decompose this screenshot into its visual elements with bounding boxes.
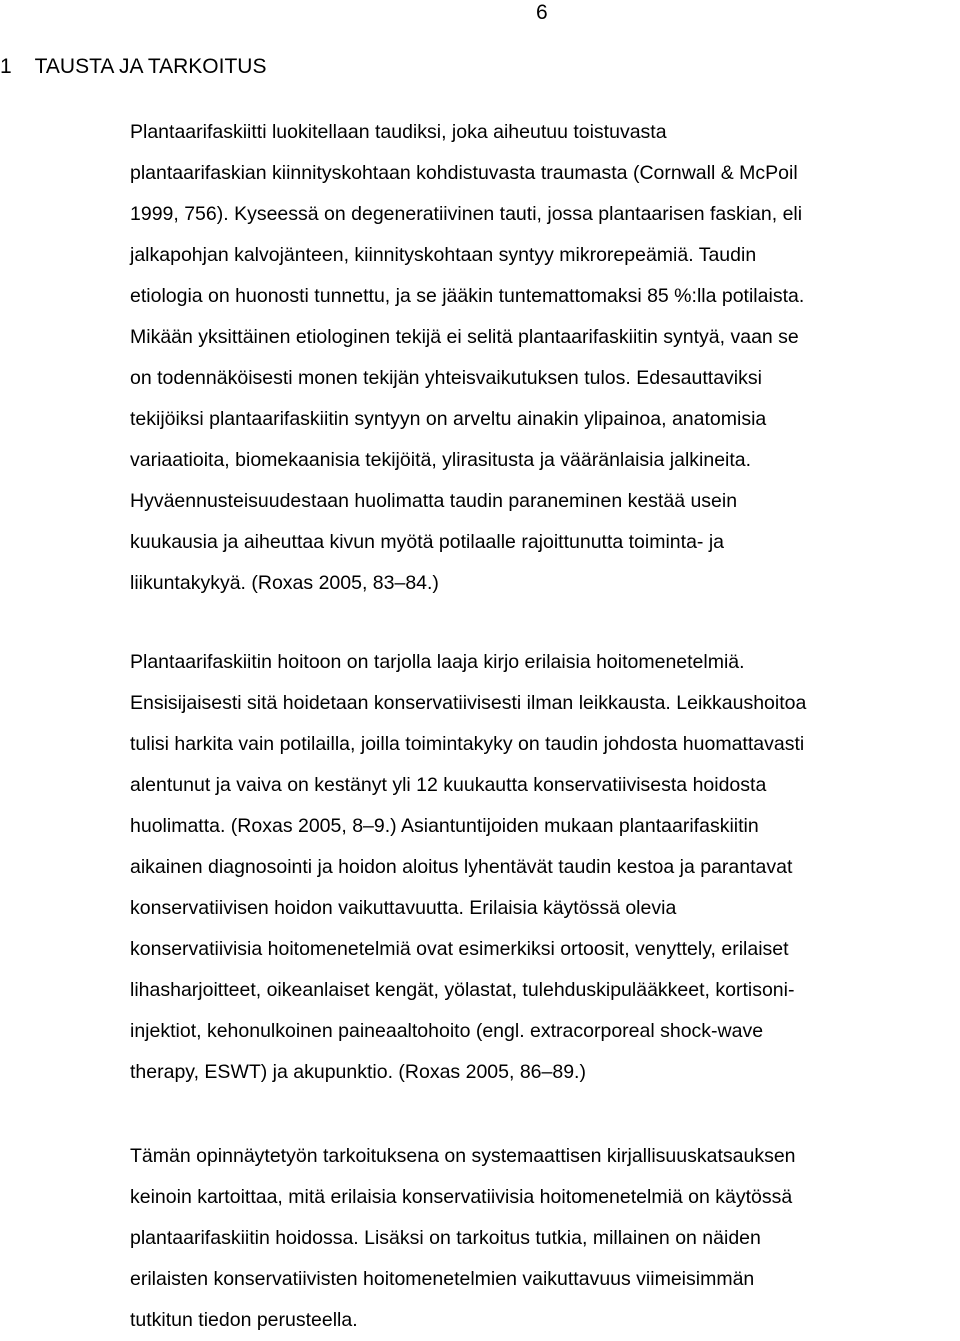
paragraph-line: konservatiivisen hoidon vaikuttavuutta. Erilaisia käytössä olevia	[130, 897, 677, 919]
page-number: 6	[536, 1, 548, 24]
paragraph-line: erilaisten konservatiivisten hoitomenetelmien vaikuttavuus viimeisimmän	[130, 1268, 755, 1290]
paragraph-line: plantaarifaskiitin hoidossa. Lisäksi on tarkoitus tutkia, millainen on näiden	[130, 1227, 761, 1249]
paragraph-line: alentunut ja vaiva on kestänyt yli 12 kuukautta konservatiivisesta hoidosta	[130, 774, 767, 796]
paragraph-line: aikainen diagnosointi ja hoidon aloitus lyhentävät taudin kestoa ja parantavat	[130, 856, 793, 878]
paragraph-treatment	[130, 642, 806, 1093]
paragraph-line: tulisi harkita vain potilailla, joilla toimintakyky on taudin johdosta huomattavasti	[130, 733, 805, 755]
paragraph-line: Plantaarifaskiitin hoitoon on tarjolla laaja kirjo erilaisia hoitomenetelmiä.	[130, 651, 745, 673]
paragraph-line: Mikään yksittäinen etiologinen tekijä ei selitä plantaarifaskiitin syntyä, vaan se	[130, 326, 799, 348]
paragraph-purpose	[130, 1136, 796, 1341]
paragraph-line: variaatioita, biomekaanisia tekijöitä, ylirasitusta ja vääränlaisia jalkineita.	[130, 449, 752, 471]
paragraph-background	[130, 112, 804, 604]
paragraph-line: keinoin kartoittaa, mitä erilaisia konservatiivisia hoitomenetelmiä on käytössä	[130, 1186, 793, 1208]
paragraph-line: Ensisijaisesti sitä hoidetaan konservatiivisesti ilman leikkausta. Leikkaushoitoa	[130, 692, 807, 714]
paragraph-line: lihasharjoitteet, oikeanlaiset kengät, yölastat, tulehduskipulääkkeet, kortisoni-	[130, 979, 795, 1001]
paragraph-line: on todennäköisesti monen tekijän yhteisvaikutuksen tulos. Edesauttaviksi	[130, 367, 762, 389]
section-title: TAUSTA JA TARKOITUS	[34, 55, 267, 78]
paragraph-line: tekijöiksi plantaarifaskiitin syntyyn on arveltu ainakin ylipainoa, anatomisia	[130, 408, 767, 430]
paragraph-line: Plantaarifaskiitti luokitellaan taudiksi, joka aiheutuu toistuvasta	[130, 121, 667, 143]
section-heading	[0, 54, 266, 80]
paragraph-line: konservatiivisia hoitomenetelmiä ovat esimerkiksi ortoosit, venyttely, erilaiset	[130, 938, 789, 960]
paragraph-line: therapy, ESWT) ja akupunktio. (Roxas 2005, 86–89.)	[130, 1061, 586, 1083]
paragraph-line: plantaarifaskian kiinnityskohtaan kohdistuvasta traumasta (Cornwall & McPoil	[130, 162, 798, 184]
paragraph-line: injektiot, kehonulkoinen paineaaltohoito (engl. extracorporeal shock-wave	[130, 1020, 764, 1042]
paragraph-line: huolimatta. (Roxas 2005, 8–9.) Asiantuntijoiden mukaan plantaarifaskiitin	[130, 815, 759, 837]
paragraph-line: Tämän opinnäytetyön tarkoituksena on systemaattisen kirjallisuuskatsauksen	[130, 1145, 796, 1167]
paragraph-line: Hyväennusteisuudestaan huolimatta taudin paraneminen kestää usein	[130, 490, 738, 512]
paragraph-line: jalkapohjan kalvojänteen, kiinnityskohtaan syntyy mikrorepeämiä. Taudin	[130, 244, 757, 266]
paragraph-line: liikuntakykyä. (Roxas 2005, 83–84.)	[130, 572, 439, 594]
section-number: 1	[0, 55, 12, 78]
paragraph-line: tutkitun tiedon perusteella.	[130, 1309, 358, 1331]
paragraph-line: 1999, 756). Kyseessä on degeneratiivinen tauti, jossa plantaarisen faskian, eli	[130, 203, 803, 225]
paragraph-line: kuukausia ja aiheuttaa kivun myötä potilaalle rajoittunutta toiminta- ja	[130, 531, 725, 553]
paragraph-line: etiologia on huonosti tunnettu, ja se jääkin tuntemattomaksi 85 %:lla potilaista.	[130, 285, 805, 307]
